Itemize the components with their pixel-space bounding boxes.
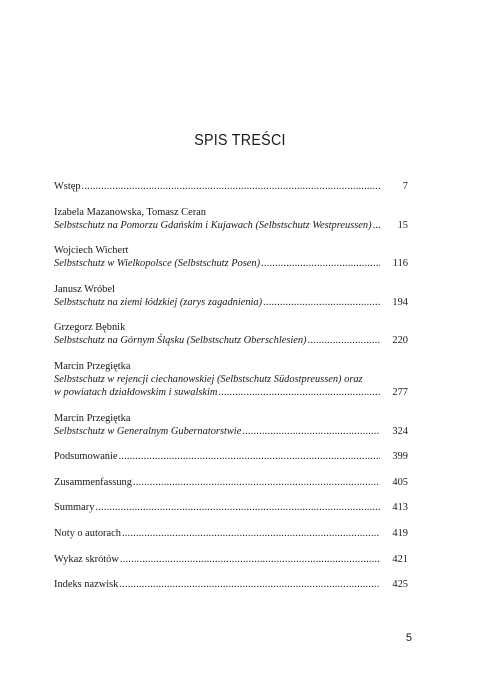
toc-entry — [54, 206, 408, 232]
toc-entry-title: Selbstschutz w Wielkopolsce (Selbstschutz Posen) — [54, 258, 261, 270]
toc-entry-page: 421 — [392, 553, 408, 565]
dot-leader — [119, 450, 381, 463]
toc-entry — [54, 553, 408, 566]
toc-entry-page: 7 — [402, 181, 408, 192]
dot-leader — [122, 527, 380, 540]
toc-entry-title: Summary — [54, 502, 95, 514]
dot-leader — [82, 180, 380, 193]
toc-entry-row — [54, 180, 408, 193]
toc-entry — [54, 283, 408, 309]
toc-entry-page: 194 — [392, 296, 408, 308]
toc-entry-author: Marcin Przegiętka — [54, 360, 131, 372]
dot-leader — [308, 334, 380, 347]
dot-leader — [120, 553, 380, 566]
toc-entry-title: Selbstschutz na Górnym Śląsku (Selbstschutz Oberschlesien) — [54, 335, 307, 347]
dot-leader — [373, 219, 380, 232]
toc-entry — [54, 527, 408, 540]
toc-entry-title: Selbstschutz na ziemi łódzkiej (zarys zagadnienia) — [54, 296, 263, 308]
toc-entry-title: Zusammenfassung — [54, 476, 132, 488]
toc-entry-title: Selbstschutz w Generalnym Gubernatorstwie — [54, 425, 242, 437]
dot-leader — [95, 501, 380, 514]
page-number: 5 — [405, 632, 412, 644]
toc-entry — [54, 450, 408, 463]
toc-entry — [54, 360, 408, 399]
toc-entry-row — [54, 219, 408, 232]
toc-entry-title: Wstęp — [54, 181, 81, 192]
toc-entry-author: Janusz Wróbel — [54, 283, 115, 295]
toc-entry — [54, 501, 408, 514]
toc-entry-title: w powiatach działdowskim i suwalskim — [54, 386, 218, 398]
dot-leader — [218, 386, 380, 399]
toc-entry-author: Grzegorz Bębnik — [54, 322, 126, 334]
toc-entry — [54, 180, 408, 193]
dot-leader — [263, 296, 380, 309]
toc-entry-row — [54, 296, 408, 309]
page-title: SPIS TREŚCI — [194, 132, 286, 149]
table-of-contents — [54, 180, 408, 604]
toc-entry-page: 324 — [392, 425, 408, 437]
toc-entry-author: Izabela Mazanowska, Tomasz Ceran — [54, 206, 206, 218]
toc-entry-row — [54, 527, 408, 540]
toc-entry-page: 425 — [392, 579, 408, 591]
toc-entry-page: 413 — [392, 502, 408, 514]
toc-entry-row — [54, 578, 408, 591]
toc-entry-title: Podsumowanie — [54, 451, 118, 463]
toc-entry-title: Selbstschutz na Pomorzu Gdańskim i Kujawach (Selbstschutz Westpreussen) — [54, 219, 372, 231]
toc-entry-row — [54, 501, 408, 514]
toc-entry-page: 277 — [392, 386, 408, 398]
toc-entry-page: 15 — [397, 219, 408, 231]
toc-entry-author: Marcin Przegiętka — [54, 412, 131, 424]
toc-entry-page: 220 — [392, 335, 408, 347]
dot-leader — [119, 578, 380, 591]
toc-entry-page: 399 — [392, 451, 408, 463]
toc-entry-row — [54, 334, 408, 347]
toc-entry-page: 405 — [392, 476, 408, 488]
toc-entry-row — [54, 425, 408, 438]
toc-entry-title: Noty o autorach — [54, 527, 121, 539]
dot-leader — [242, 425, 380, 438]
toc-entry-title-line: Selbstschutz w rejencji ciechanowskiej (Selbstschutz Südostpreussen) oraz — [54, 373, 363, 385]
toc-entry-title: Wykaz skrótów — [54, 553, 119, 565]
toc-entry — [54, 412, 408, 438]
toc-entry-row — [54, 386, 408, 399]
toc-entry — [54, 244, 408, 270]
toc-entry-title: Indeks nazwisk — [54, 579, 119, 591]
toc-entry-row — [54, 553, 408, 566]
dot-leader — [133, 476, 380, 489]
toc-entry-row — [54, 450, 408, 463]
toc-entry-page: 116 — [392, 258, 408, 270]
toc-entry — [54, 578, 408, 591]
toc-entry — [54, 321, 408, 347]
toc-entry-page: 419 — [392, 527, 408, 539]
dot-leader — [261, 257, 380, 270]
toc-entry-row — [54, 476, 408, 489]
toc-entry-author: Wojciech Wichert — [54, 245, 129, 257]
toc-entry-row — [54, 257, 408, 270]
toc-entry — [54, 476, 408, 489]
